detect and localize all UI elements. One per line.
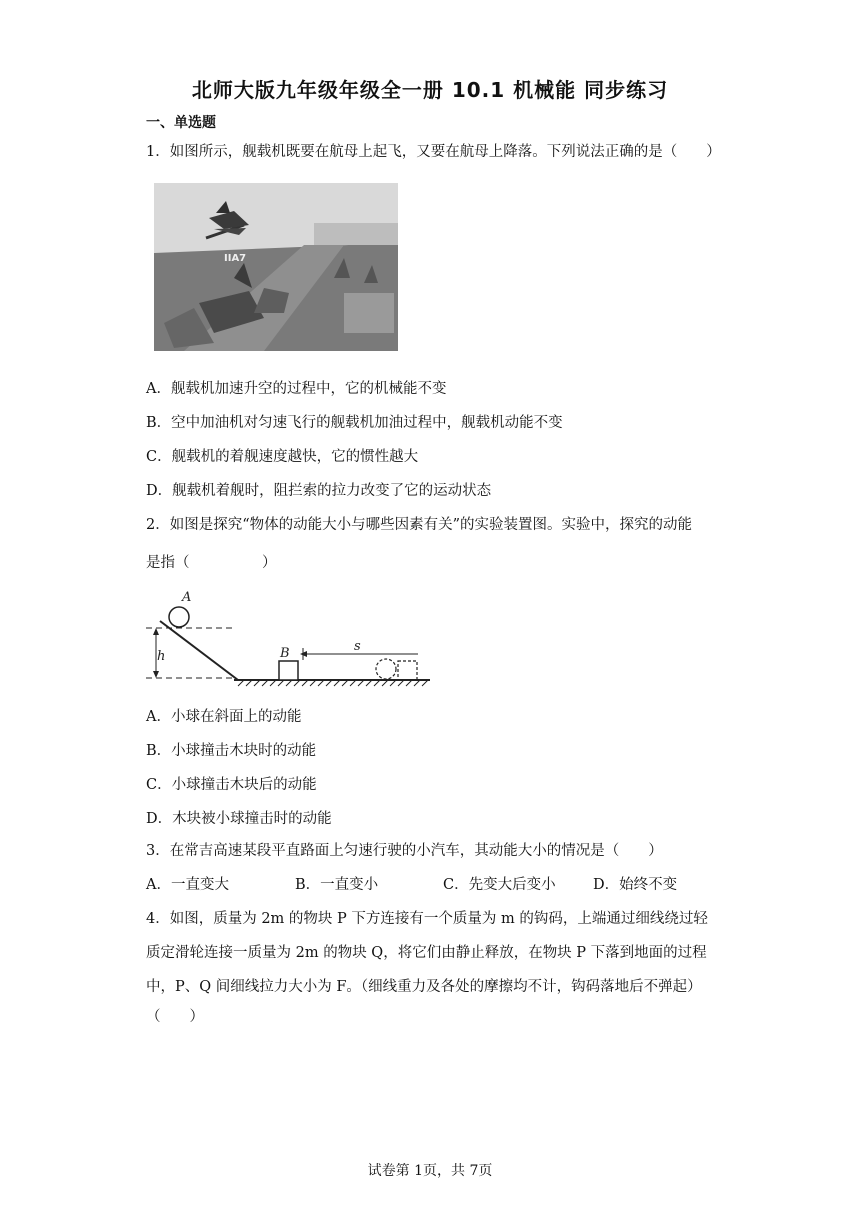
section-heading: 一、单选题 bbox=[146, 115, 216, 131]
question-1-option-c: C．舰载机的着舰速度越快，它的惯性越大 bbox=[146, 449, 419, 465]
question-4-line-2: 质定滑轮连接一质量为 2m 的物块 Q，将它们由静止释放，在物块 P 下落到地面的过程 bbox=[146, 945, 707, 961]
question-3-option-b: B．一直变小 bbox=[295, 877, 379, 893]
question-1-option-d: D．舰载机着舰时，阻拦索的拉力改变了它的运动状态 bbox=[146, 483, 492, 499]
question-2-option-c: C．小球撞击木块后的动能 bbox=[146, 777, 317, 793]
page-title: 北师大版九年级年级全一册 10.1 机械能 同步练习 bbox=[191, 78, 669, 102]
question-1-stem: 1．如图所示，舰载机既要在航母上起飞，又要在航母上降落。下列说法正确的是（ ） bbox=[146, 144, 721, 160]
question-2-option-b: B．小球撞击木块时的动能 bbox=[146, 743, 317, 759]
question-1-option-b: B．空中加油机对匀速飞行的舰载机加油过程中，舰载机动能不变 bbox=[146, 415, 563, 431]
question-2-option-d: D．木块被小球撞击时的动能 bbox=[146, 811, 332, 827]
question-4-line-4: （ ） bbox=[146, 1009, 204, 1025]
question-2-option-a: A．小球在斜面上的动能 bbox=[146, 709, 302, 725]
block-label: B bbox=[280, 646, 290, 661]
page-footer: 试卷第 1页，共 7页 bbox=[367, 1163, 493, 1179]
question-4-line-1: 4．如图，质量为 2m 的物块 P 下方连接有一个质量为 m 的钩码，上端通过细线绕过轻 bbox=[146, 911, 708, 927]
question-3-option-c: C．先变大后变小 bbox=[443, 877, 556, 893]
ball-a bbox=[169, 607, 189, 627]
ramp-experiment-diagram bbox=[146, 588, 436, 696]
ball-label: A bbox=[182, 590, 192, 605]
carrier-scene-illustration bbox=[154, 183, 398, 351]
question-1-option-a: A．舰载机加速升空的过程中，它的机械能不变 bbox=[146, 381, 447, 397]
question-3-option-d: D．始终不变 bbox=[593, 877, 678, 893]
question-3-option-a: A．一直变大 bbox=[146, 877, 229, 893]
question-4-line-3: 中，P、Q 间细线拉力大小为 F。（细线重力及各处的摩擦均不计，钩码落地后不弹起） bbox=[146, 979, 702, 995]
height-label: h bbox=[157, 649, 166, 664]
distance-label: s bbox=[354, 639, 361, 654]
question-3-stem: 3．在常吉高速某段平直路面上匀速行驶的小汽车，其动能大小的情况是（ ） bbox=[146, 843, 663, 859]
svg-text:IIA7: IIA7 bbox=[224, 253, 247, 264]
question-2-stem-line-1: 2．如图是探究“物体的动能大小与哪些因素有关”的实验装置图。实验中，探究的动能 bbox=[146, 517, 693, 533]
question-2-stem-line-2: 是指（ ） bbox=[146, 555, 277, 571]
block-b bbox=[279, 661, 298, 680]
aircraft-carrier-photo bbox=[154, 183, 398, 351]
